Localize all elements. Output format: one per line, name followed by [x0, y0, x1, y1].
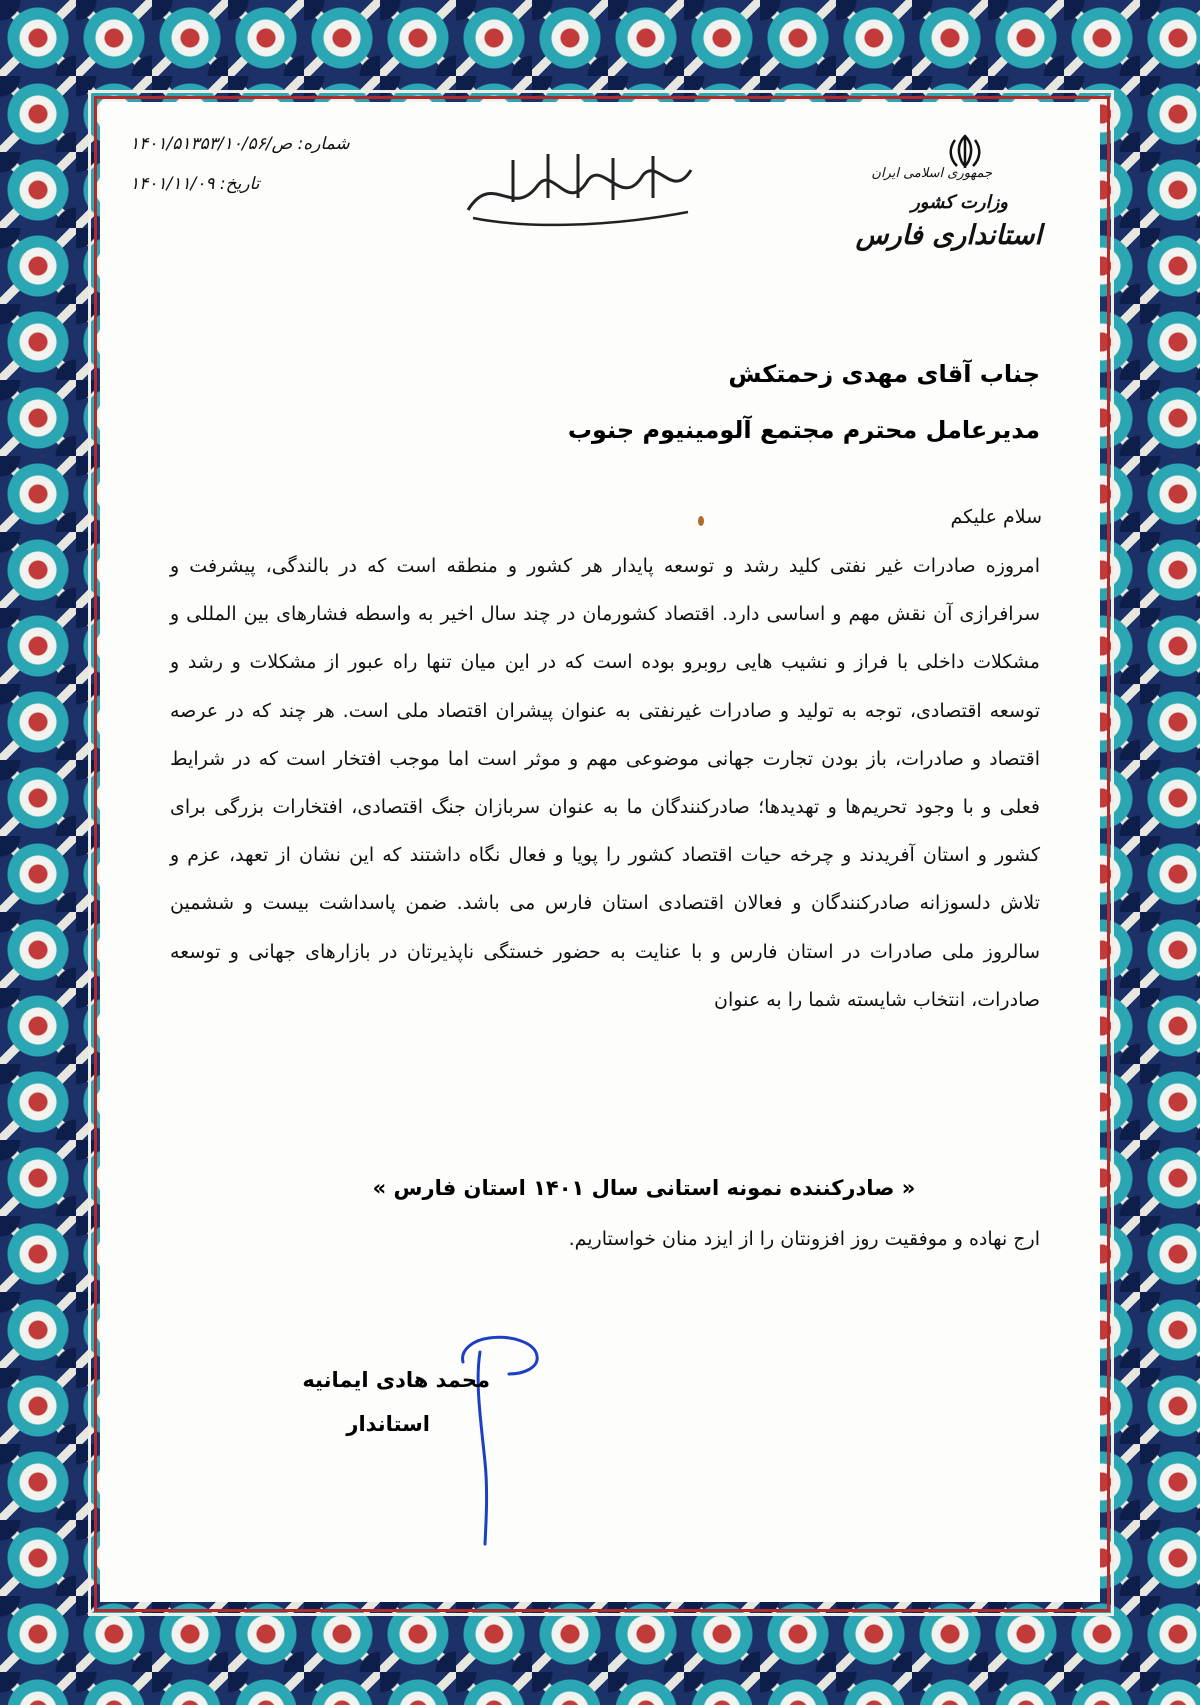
republic-label: جمهوری اسلامی ایران — [871, 166, 992, 181]
greeting: سلام علیکم — [950, 506, 1042, 528]
office-label: استانداری فارس — [855, 220, 1042, 251]
body-paragraph: امروزه صادرات غیر نفتی کلید رشد و توسعه پایدار هر کشور و منطقه است که در بالندگی، پیشرفت و سرافرازی آن نقش مهم و اساسی دارد. اقتصاد کشورمان در چند سال اخیر به واسطه فشارهای بین المللی و مشکلات داخلی با فراز و نشیب هایی روبرو بوده است که در این میان تنها راه عبور از مشکلات و رشد و توسعه اقتصادی، توجه به تولید و صادرات غیرنفتی به عنوان پیشران اقتصاد ملی است. هر چند که در عرصه اقتصاد و صادرات، باز بودن تجارت جهانی موضوعی مهم و موثر است اما موجب افتخار است که در شرایط فعلی و با وجود تحریم‌ها و تهدیدها؛ صادرکنندگان ما به عنوان سربازان جنگ اقتصادی، افتخارات بزرگی برای کشور و استان آفریدند و چرخه حیات اقتصاد کشور را پویا و فعال نگاه داشتند که این نشان از تعهد، عزم و تلاش دلسوزانه صادرکنندگان و فعالان اقتصادی استان فارس می باشد. ضمن پاسداشت بیست و ششمین سالروز ملی صادرات در استان فارس و با عنایت به حضور خستگی ناپذیرتان در بازارهای جهانی و توسعه صادرات، انتخاب شایسته شما را به عنوان — [170, 555, 1040, 1011]
award-title: « صادرکننده نمونه استانی سال ۱۴۰۱ استان فارس » — [372, 1176, 916, 1200]
letter-number: شماره: ص/۱۴۰۱/۵۱۳۵۳/۱۰/۵۶ — [130, 134, 350, 154]
ink-speck — [698, 516, 704, 526]
closing-line: ارج نهاده و موفقیت روز افزونتان را از ایزد منان خواستاریم. — [568, 1228, 1040, 1250]
letter-date: تاریخ: ۱۴۰۱/۱۱/۰۹ — [130, 174, 260, 194]
letter-page — [100, 102, 1100, 1602]
recipient-name: جناب آقای مهدی زحمتکش — [728, 360, 1040, 388]
recipient-title: مدیرعامل محترم مجتمع آلومینیوم جنوب — [567, 416, 1040, 444]
signatory-title: استاندار — [346, 1412, 430, 1436]
handwritten-signature — [385, 1322, 555, 1552]
iran-emblem-icon — [935, 132, 995, 170]
ministry-label: وزارت کشور — [911, 192, 1008, 213]
basmala-calligraphy — [453, 140, 703, 230]
signatory-name: محمد هادی ایمانیه — [302, 1368, 490, 1392]
